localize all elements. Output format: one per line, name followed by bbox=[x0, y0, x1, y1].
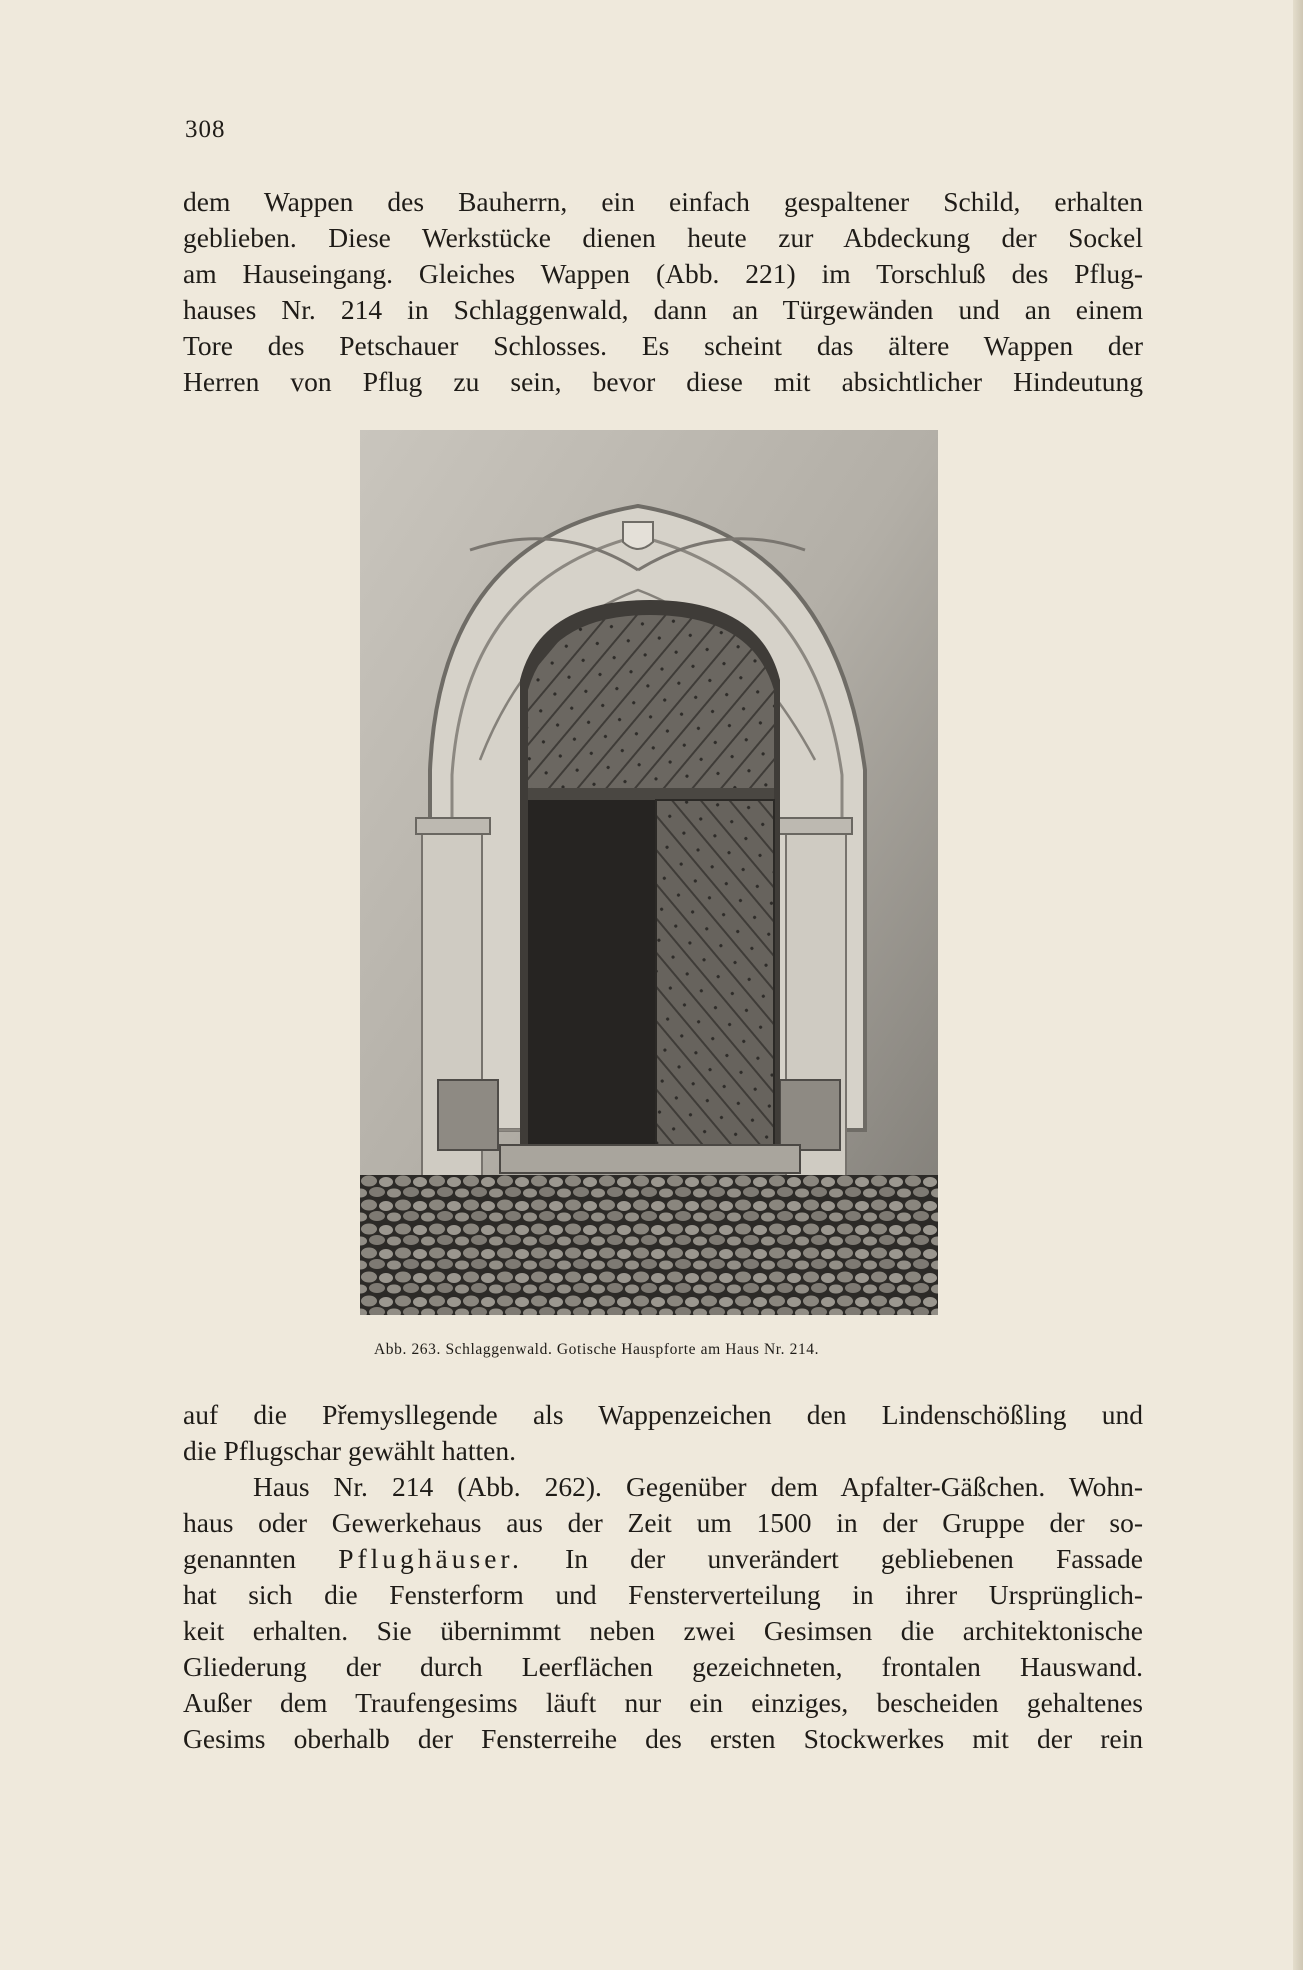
text-line: Gliederung der durch Leerflächen gezeichneten, frontalen Hauswand. bbox=[183, 1651, 1143, 1682]
figure-photo-gothic-portal bbox=[360, 430, 938, 1315]
right-base bbox=[780, 1080, 840, 1150]
paragraph-top bbox=[183, 184, 1143, 400]
text-line: hauses Nr. 214 in Schlaggenwald, dann an Türgewänden und an einem bbox=[183, 294, 1143, 325]
figure-caption: Abb. 263. Schlaggenwald. Gotische Hauspforte am Haus Nr. 214. bbox=[374, 1341, 820, 1358]
threshold-step bbox=[500, 1145, 800, 1173]
left-base bbox=[438, 1080, 498, 1150]
text-line: die Pflugschar gewählt hatten. bbox=[183, 1435, 516, 1466]
text-line: haus oder Gewerkehaus aus der Zeit um 1500 in der Gruppe der so- bbox=[183, 1507, 1143, 1538]
text-line: Außer dem Traufengesims läuft nur ein einziges, bescheiden gehaltenes bbox=[183, 1687, 1143, 1718]
right-impost bbox=[778, 818, 852, 834]
text-line-mixed bbox=[183, 1541, 1143, 1577]
door-tympanum bbox=[528, 615, 774, 790]
door-leaf-closed bbox=[656, 800, 774, 1145]
left-impost bbox=[416, 818, 490, 834]
text-fragment: genannten bbox=[183, 1543, 297, 1574]
emphasized-spaced-word: Pflughäuser. bbox=[338, 1543, 523, 1574]
text-line: Gesims oberhalb der Fensterreihe des ersten Stockwerkes mit der rein bbox=[183, 1723, 1143, 1754]
paragraph-bottom bbox=[183, 1397, 1143, 1757]
text-fragment: In der unverändert gebliebenen Fassade bbox=[565, 1543, 1144, 1574]
cobblestone-ground bbox=[360, 1175, 938, 1315]
door-transom-beam bbox=[528, 788, 774, 800]
crest-shield bbox=[623, 522, 653, 549]
text-line: geblieben. Diese Werkstücke dienen heute zur Abdeckung der Sockel bbox=[183, 222, 1143, 253]
door-open-void bbox=[528, 800, 656, 1145]
text-line: hat sich die Fensterform und Fensterverteilung in ihrer Ursprünglich- bbox=[183, 1579, 1143, 1610]
page-edge bbox=[1293, 0, 1303, 1970]
text-line: Tore des Petschauer Schlosses. Es scheint das ältere Wappen der bbox=[183, 330, 1143, 361]
text-line: dem Wappen des Bauherrn, ein einfach gespaltener Schild, erhalten bbox=[183, 186, 1143, 217]
text-line: Herren von Pflug zu sein, bevor diese mit absichtlicher Hindeutung bbox=[183, 366, 1143, 397]
text-line: keit erhalten. Sie übernimmt neben zwei Gesimsen die architektonische bbox=[183, 1615, 1143, 1646]
page-number: 308 bbox=[185, 116, 226, 143]
text-line-indented: Haus Nr. 214 (Abb. 262). Gegenüber dem Apfalter-Gäßchen. Wohn- bbox=[253, 1471, 1143, 1502]
text-line: am Hauseingang. Gleiches Wappen (Abb. 221) im Torschluß des Pflug- bbox=[183, 258, 1143, 289]
text-line: auf die Přemysllegende als Wappenzeichen den Lindenschößling und bbox=[183, 1399, 1143, 1430]
